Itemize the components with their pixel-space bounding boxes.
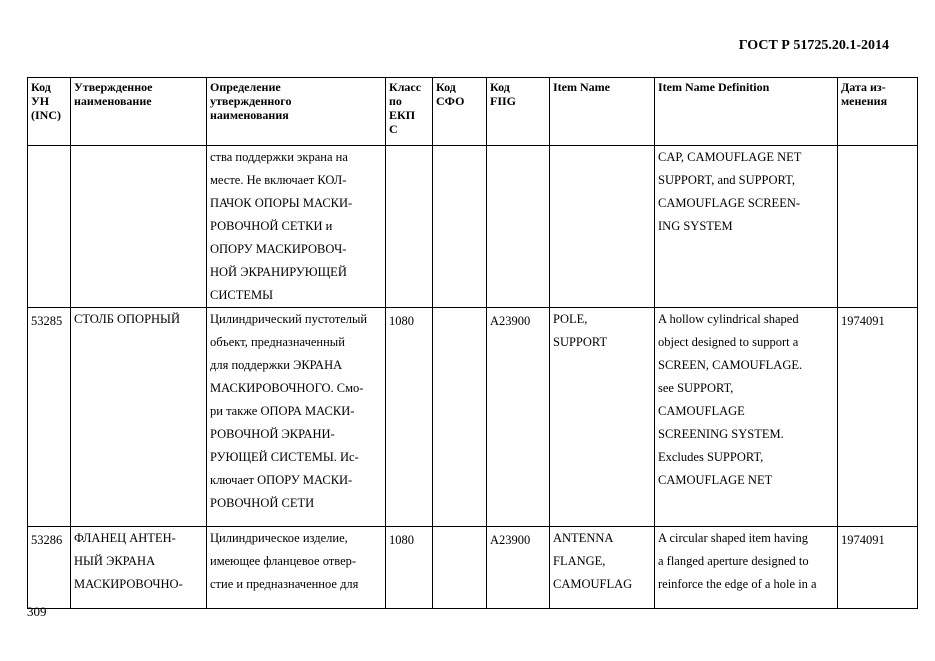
catalog-table <box>27 77 918 609</box>
cell-inc: 53285 <box>28 308 71 527</box>
text-line: SUPPORT, and SUPPORT, <box>658 173 795 187</box>
header-change-date <box>838 78 918 146</box>
text-line: Определение <box>210 80 281 94</box>
table-row <box>28 146 918 308</box>
cell-item-definition <box>655 308 838 527</box>
text-line: Цилиндрический пустотелый <box>210 312 368 326</box>
text-line: (INC) <box>31 108 61 122</box>
text-line: наименования <box>210 108 289 122</box>
text-line: ства поддержки экрана на <box>210 150 348 164</box>
text-line: FLANGE, <box>553 554 606 568</box>
header-row <box>28 78 918 146</box>
text-line: ри также ОПОРА МАСКИ- <box>210 404 355 418</box>
text-line: CAMOUFLAGE NET <box>658 473 773 487</box>
cell-inc <box>28 146 71 308</box>
text-line: SUPPORT <box>553 335 608 349</box>
page-number: 309 <box>27 604 47 619</box>
text-line: РОВОЧНОЙ СЕТКИ и <box>210 219 333 233</box>
cell-item-name <box>550 527 655 609</box>
text-line: object designed to support a <box>658 335 799 349</box>
text-line: A hollow cylindrical shaped <box>658 312 799 326</box>
text-line: ЕКП <box>389 108 416 122</box>
header-definition <box>207 78 386 146</box>
text-line: ING SYSTEM <box>658 219 733 233</box>
text-line: по <box>389 94 402 108</box>
cell-item-name <box>550 146 655 308</box>
cell-name <box>71 527 207 609</box>
text-line: НОЙ ЭКРАНИРУЮЩЕЙ <box>210 265 347 279</box>
text-line: FIIG <box>490 94 517 108</box>
text-line: наименование <box>74 94 152 108</box>
text-line: РУЮЩЕЙ СИСТЕМЫ. Ис- <box>210 450 359 464</box>
cell-sfo <box>433 146 487 308</box>
header-item-name <box>550 78 655 146</box>
cell-sfo <box>433 308 487 527</box>
text-line: reinforce the edge of a hole in a <box>658 577 817 591</box>
table-row <box>28 527 918 609</box>
cell-class: 1080 <box>386 527 433 609</box>
table-row <box>28 308 918 527</box>
header-fiig <box>487 78 550 146</box>
text-line: месте. Не включает КОЛ- <box>210 173 347 187</box>
text-line: SCREEN, CAMOUFLAGE. <box>658 358 803 372</box>
text-line: НЫЙ ЭКРАНА <box>74 554 156 568</box>
cell-definition <box>207 527 386 609</box>
text-line: объект, предназначенный <box>210 335 345 349</box>
cell-class: 1080 <box>386 308 433 527</box>
cell-inc: 53286 <box>28 527 71 609</box>
text-line: Item Name Definition <box>658 80 770 94</box>
text-line: С <box>389 122 398 136</box>
text-line: МАСКИРОВОЧНОГО. Смо- <box>210 381 364 395</box>
text-line: ПАЧОК ОПОРЫ МАСКИ- <box>210 196 353 210</box>
cell-class <box>386 146 433 308</box>
text-line: имеющее фланцевое отвер- <box>210 554 357 568</box>
text-line: для поддержки ЭКРАНА <box>210 358 343 372</box>
text-line: see SUPPORT, <box>658 381 734 395</box>
text-line: МАСКИРОВОЧНО- <box>74 577 183 591</box>
text-line: Класс <box>389 80 422 94</box>
text-line: SCREENING SYSTEM. <box>658 427 784 441</box>
cell-name <box>71 308 207 527</box>
text-line: РОВОЧНОЙ СЕТИ <box>210 496 315 510</box>
cell-item-name <box>550 308 655 527</box>
text-line: Item Name <box>553 80 610 94</box>
text-line: a flanged aperture designed to <box>658 554 809 568</box>
text-line: СТОЛБ ОПОРНЫЙ <box>74 312 180 326</box>
cell-item-definition <box>655 146 838 308</box>
text-line: ОПОРУ МАСКИРОВОЧ- <box>210 242 347 256</box>
text-line: стие и предназначенное для <box>210 577 359 591</box>
text-line: Код <box>490 80 510 94</box>
text-line: POLE, <box>553 312 588 326</box>
cell-definition <box>207 308 386 527</box>
text-line: ANTENNA <box>553 531 614 545</box>
cell-date: 1974091 <box>838 308 918 527</box>
text-line: СФО <box>436 94 465 108</box>
text-line: Excludes SUPPORT, <box>658 450 764 464</box>
text-line: УН <box>31 94 50 108</box>
text-line: ключает ОПОРУ МАСКИ- <box>210 473 353 487</box>
cell-fiig: A23900 <box>487 527 550 609</box>
text-line: CAMOUFLAG <box>553 577 633 591</box>
cell-fiig <box>487 146 550 308</box>
cell-name <box>71 146 207 308</box>
text-line: менения <box>841 94 888 108</box>
text-line: Дата из- <box>841 80 886 94</box>
text-line: CAP, CAMOUFLAGE NET <box>658 150 802 164</box>
text-line: СИСТЕМЫ <box>210 288 273 302</box>
text-line: CAMOUFLAGE SCREEN- <box>658 196 801 210</box>
cell-item-definition <box>655 527 838 609</box>
text-line: Код <box>436 80 456 94</box>
header-item-name-definition <box>655 78 838 146</box>
cell-fiig: A23900 <box>487 308 550 527</box>
header-class <box>386 78 433 146</box>
text-line: Цилиндрическое изделие, <box>210 531 348 545</box>
header-inc <box>28 78 71 146</box>
text-line: ФЛАНЕЦ АНТЕН- <box>74 531 176 545</box>
cell-date <box>838 146 918 308</box>
text-line: Утвержденное <box>74 80 153 94</box>
text-line: Код <box>31 80 51 94</box>
text-line: РОВОЧНОЙ ЭКРАНИ- <box>210 427 335 441</box>
text-line: утвержденного <box>210 94 292 108</box>
text-line: A circular shaped item having <box>658 531 808 545</box>
text-line: CAMOUFLAGE <box>658 404 745 418</box>
cell-date: 1974091 <box>838 527 918 609</box>
header-approved-name <box>71 78 207 146</box>
cell-sfo <box>433 527 487 609</box>
cell-definition <box>207 146 386 308</box>
header-sfo <box>433 78 487 146</box>
document-title: ГОСТ Р 51725.20.1-2014 <box>738 38 889 53</box>
